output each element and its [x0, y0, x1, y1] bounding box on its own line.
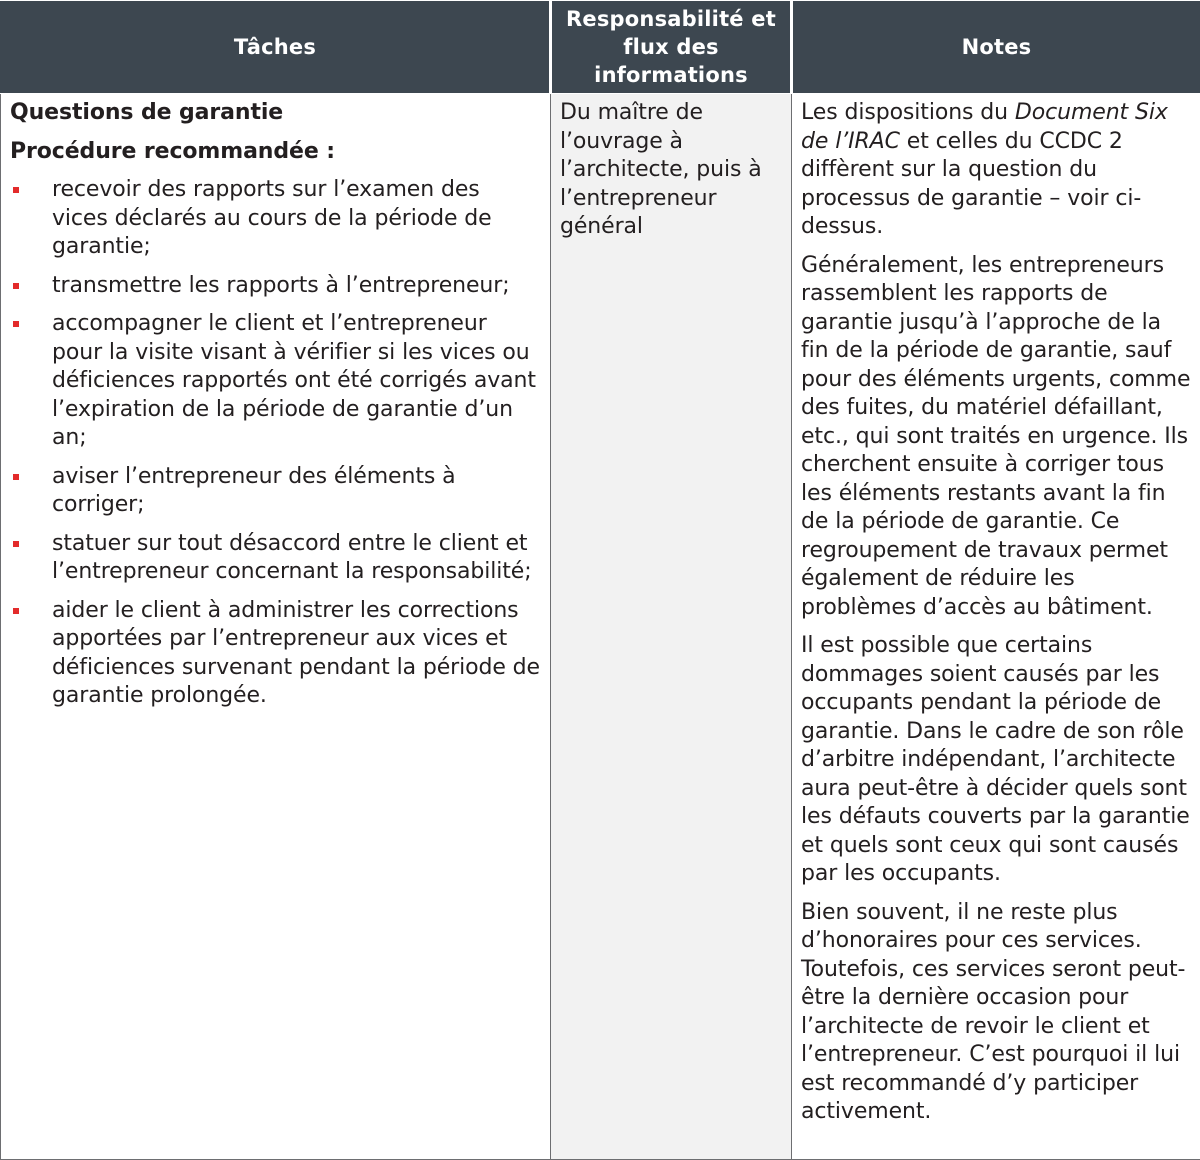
header-responsibility: Responsabilité et flux des informations	[551, 1, 792, 94]
task-item: accompagner le client et l’entrepreneur pour la visite visant à vérifier si les vices ou déficiences rapportés ont été corrigés avant l’expiration de la période de garantie d’un an;	[10, 310, 541, 453]
square-bullet-icon	[13, 187, 19, 193]
responsibility-cell	[551, 94, 792, 1160]
notes-paragraph-2: Généralement, les entrepreneurs rassemblent les rapports de garantie jusqu’à l’approche de la fin de la période de garantie, sauf pour des éléments urgents, comme des fuites, du matériel défaillant, etc., qui sont traités en urgence. Ils cherchent ensuite à corriger tous les éléments restants avant la fin de la période de garantie. Ce regroupement de travaux permet également de réduire les problèmes d’accès au bâtiment.	[801, 252, 1191, 620]
task-item: transmettre les rapports à l’entrepreneur;	[10, 272, 541, 301]
responsibility-text: Du maître de l’ouvrage à l’architecte, puis à l’entrepreneur général	[560, 100, 762, 239]
header-tasks: Tâches	[1, 1, 551, 94]
square-bullet-icon	[13, 541, 19, 547]
notes-paragraph-1: Les dispositions du Document Six de l’IRAC et celles du CCDC 2 diffèrent sur la question du processus de garantie – voir ci-dessus.	[801, 100, 1168, 239]
task-item: recevoir des rapports sur l’examen des vices déclarés au cours de la période de garantie;	[10, 176, 541, 262]
square-bullet-icon	[13, 321, 19, 327]
notes-paragraph-4: Bien souvent, il ne reste plus d’honoraires pour ces services. Toutefois, ces services seront peut-être la dernière occasion pour l’architecte de revoir le client et l’entrepreneur. C’est pourquoi il lui est recommandé d’y participer activement.	[801, 899, 1186, 1124]
document-reference: Document Six de l’IRAC	[801, 100, 1168, 154]
procedure-label: Procédure recommandée :	[10, 138, 335, 164]
square-bullet-icon	[13, 283, 19, 289]
task-item: aviser l’entrepreneur des éléments à corriger;	[10, 463, 541, 520]
header-row	[1, 1, 1200, 94]
table-row	[1, 94, 1200, 1160]
square-bullet-icon	[13, 474, 19, 480]
square-bullet-icon	[13, 608, 19, 614]
notes-cell	[792, 94, 1200, 1160]
tasks-cell	[1, 94, 551, 1160]
notes-paragraph-3: Il est possible que certains dommages soient causés par les occupants pendant la période de garantie. Dans le cadre de son rôle d’arbitre indépendant, l’architecte aura peut-être à décider quels sont les défauts couverts par la garantie et quels sont ceux qui sont causés par les occupants.	[801, 633, 1190, 886]
task-item: statuer sur tout désaccord entre le client et l’entrepreneur concernant la responsabilité;	[10, 530, 541, 587]
task-list	[10, 176, 541, 711]
task-item: aider le client à administrer les corrections apportées par l’entrepreneur aux vices et déficiences survenant pendant la période de garantie prolongée.	[10, 597, 541, 711]
tasks-title: Questions de garantie	[10, 100, 284, 125]
header-notes: Notes	[792, 1, 1200, 94]
